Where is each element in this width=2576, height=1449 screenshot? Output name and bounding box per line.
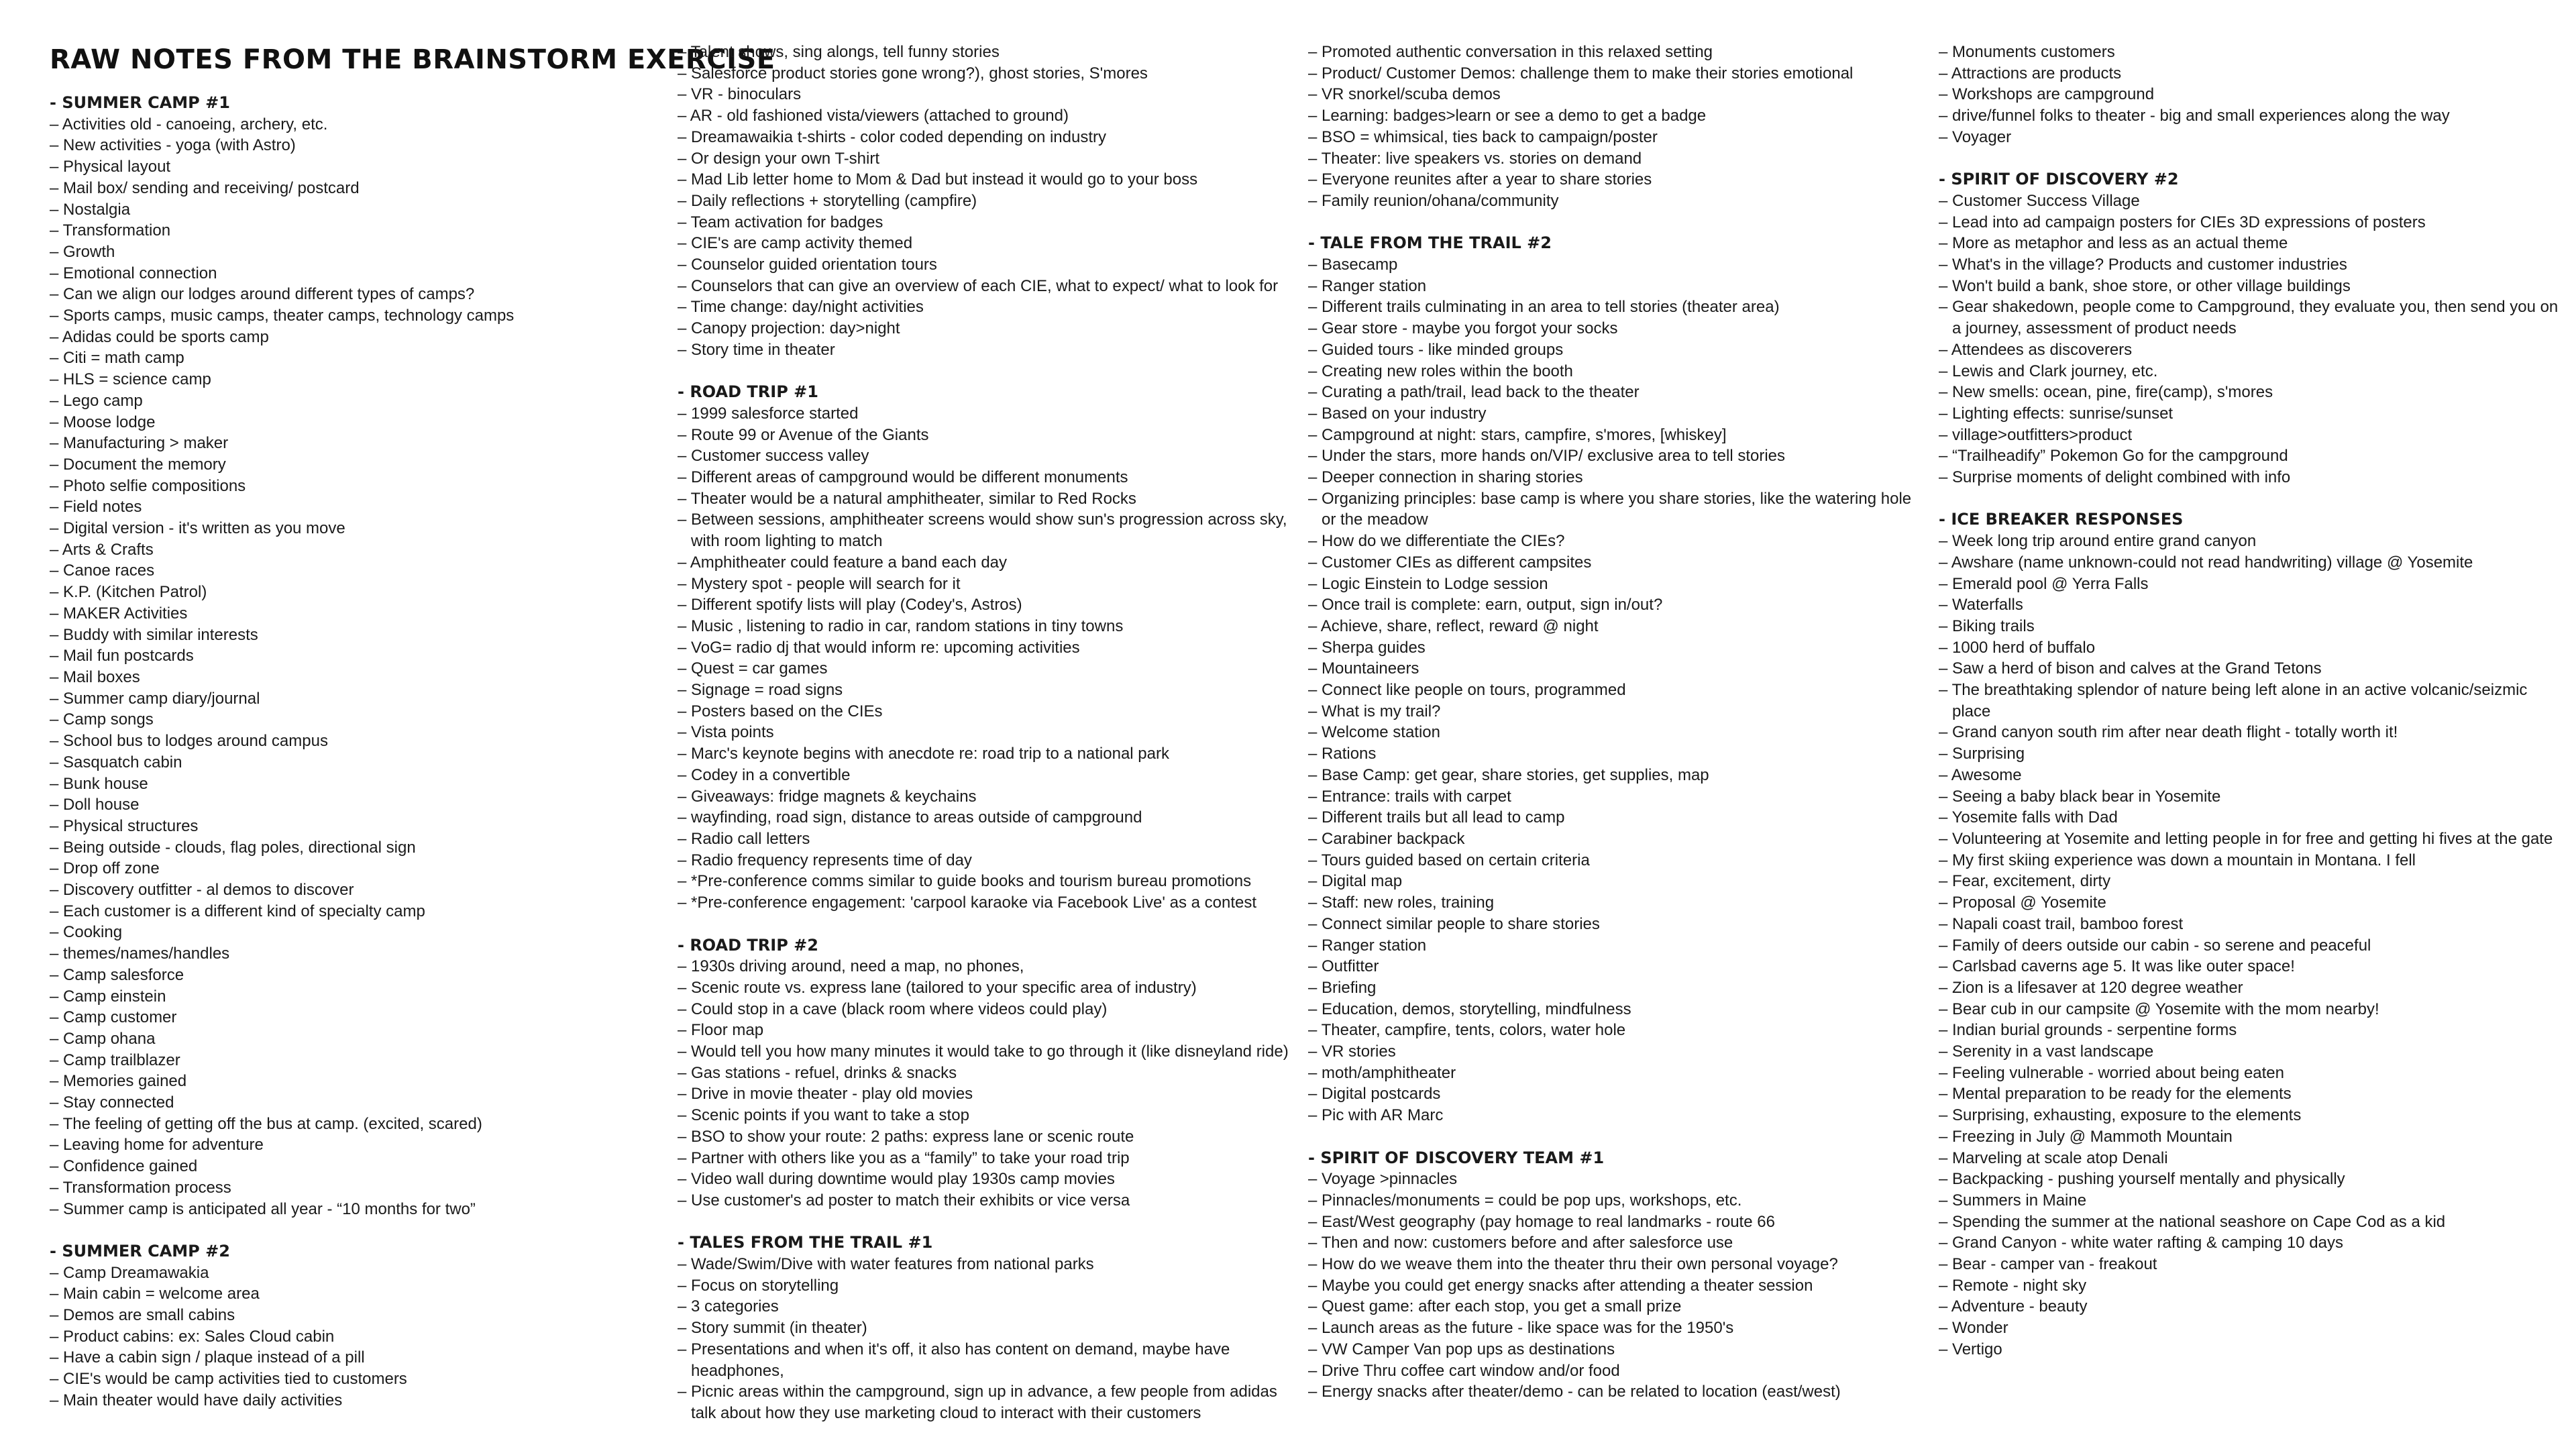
- note-item: – Marc's keynote begins with anecdote re: road trip to a national park: [678, 745, 1169, 763]
- note-item: – Base Camp: get gear, share stories, get supplies, map: [1308, 765, 1709, 784]
- note-item: – What's in the village? Products and customer industries: [1939, 256, 2347, 274]
- note-item: – Confidence gained: [50, 1157, 198, 1176]
- note-item: – More as metaphor and less as an actual theme: [1939, 234, 2288, 253]
- note-item: – Presentations and when it's off, it also has content on demand, maybe have headphones,: [678, 1340, 1230, 1380]
- note-item: – Transformation process: [50, 1178, 231, 1197]
- note-item: – Won't build a bank, shoe store, or other village buildings: [1939, 276, 2351, 295]
- note-item: – Grand Canyon - white water rafting & camping 10 days: [1939, 1234, 2343, 1252]
- note-item: – 1930s driving around, need a map, no phones,: [678, 957, 1024, 976]
- note-item: – drive/funnel folks to theater - big and small experiences along the way: [1939, 107, 2450, 125]
- note-item: – Staff: new roles, training: [1308, 894, 1495, 912]
- column-4: [1939, 42, 2559, 1381]
- note-item: – Have a cabin sign / plaque instead of a pill: [50, 1348, 365, 1367]
- note-item: – Basecamp: [1308, 256, 1398, 274]
- note-item: – Transformation: [50, 221, 171, 240]
- note-item: – Emerald pool @ Yerra Falls: [1939, 574, 2149, 593]
- note-item: – What is my trail?: [1308, 702, 1441, 720]
- note-item: – Waterfalls: [1939, 596, 2023, 614]
- note-item: – Everyone reunites after a year to share stories: [1308, 170, 1652, 189]
- note-item: – Physical structures: [50, 816, 199, 835]
- note-item: – Mail box/ sending and receiving/ postcard: [50, 178, 360, 197]
- note-item: – Connect similar people to share stories: [1308, 914, 1600, 933]
- note-item: – Physical layout: [50, 158, 171, 176]
- note-item: – Document the memory: [50, 455, 226, 474]
- notes-section: [678, 42, 1298, 361]
- note-item: – Fear, excitement, dirty: [1939, 872, 2111, 891]
- note-item: – Bear - camper van - freakout: [1939, 1255, 2157, 1274]
- note-item: – BSO to show your route: 2 paths: express lane or scenic route: [678, 1127, 1134, 1146]
- note-item: – Camp songs: [50, 710, 154, 729]
- section-title: - ROAD TRIP #1: [678, 382, 818, 402]
- note-item: – Tours guided based on certain criteria: [1308, 851, 1590, 869]
- note-item: – Story summit (in theater): [678, 1319, 867, 1338]
- note-item: – Carlsbad caverns age 5. It was like outer space!: [1939, 957, 2295, 976]
- note-item: – Sports camps, music camps, theater camps, technology camps: [50, 307, 515, 325]
- note-item: – Different trails but all lead to camp: [1308, 808, 1565, 827]
- note-item: – VR stories: [1308, 1042, 1396, 1061]
- note-item: – Arts & Crafts: [50, 540, 154, 559]
- note-item: – Video wall during downtime would play 1930s camp movies: [678, 1170, 1115, 1189]
- section-title: - SUMMER CAMP #1: [50, 93, 230, 112]
- section-title: - ROAD TRIP #2: [678, 935, 818, 955]
- note-item: – HLS = science camp: [50, 370, 211, 389]
- note-item: – Camp salesforce: [50, 965, 184, 984]
- note-item: – Stay connected: [50, 1093, 174, 1112]
- column-1: [50, 93, 670, 1432]
- note-item: – Summer camp is anticipated all year - “10 months for two”: [50, 1199, 476, 1218]
- note-item: – Canoe races: [50, 561, 155, 580]
- note-item: – Rations: [1308, 745, 1377, 763]
- note-item: – VR snorkel/scuba demos: [1308, 85, 1501, 104]
- note-item: – VW Camper Van pop ups as destinations: [1308, 1340, 1615, 1358]
- note-item: – Codey in a convertible: [678, 765, 851, 784]
- note-item: – Demos are small cabins: [50, 1306, 235, 1325]
- note-item: – Growth: [50, 242, 115, 261]
- note-item: – Theater: live speakers vs. stories on demand: [1308, 149, 1642, 168]
- note-item: – AR - old fashioned vista/viewers (attached to ground): [678, 107, 1069, 125]
- note-item: – Biking trails: [1939, 616, 2035, 635]
- note-item: – Nostalgia: [50, 200, 131, 219]
- note-item: – moth/amphitheater: [1308, 1063, 1456, 1082]
- note-item: – East/West geography (pay homage to real landmarks - route 66: [1308, 1212, 1775, 1231]
- note-item: – Different trails culminating in an area to tell stories (theater area): [1308, 298, 1780, 317]
- note-item: – Feeling vulnerable - worried about being eaten: [1939, 1063, 2285, 1082]
- notes-section: [50, 1241, 670, 1411]
- note-item: – Customer Success Village: [1939, 191, 2140, 210]
- note-item: – Curating a path/trail, lead back to the theater: [1308, 383, 1640, 402]
- note-item: – Can we align our lodges around different types of camps?: [50, 285, 475, 304]
- note-item: – Voyager: [1939, 127, 2012, 146]
- note-item: – Focus on storytelling: [678, 1276, 839, 1295]
- note-item: – Scenic points if you want to take a stop: [678, 1106, 969, 1125]
- note-item: – Time change: day/night activities: [678, 298, 924, 317]
- note-item: – VoG= radio dj that would inform re: upcoming activities: [678, 638, 1080, 657]
- note-item: – Then and now: customers before and after salesforce use: [1308, 1234, 1733, 1252]
- note-item: – Pic with AR Marc: [1308, 1106, 1444, 1125]
- note-item: – Radio frequency represents time of day: [678, 851, 972, 869]
- note-item: – Camp Dreamawakia: [50, 1263, 209, 1282]
- note-item: – Each customer is a different kind of specialty camp: [50, 902, 425, 920]
- notes-section: [1939, 169, 2559, 488]
- note-item: – Vista points: [678, 723, 774, 742]
- note-item: – village>outfitters>product: [1939, 425, 2133, 444]
- note-item: – New activities - yoga (with Astro): [50, 136, 296, 155]
- section-title: - TALES FROM THE TRAIL #1: [678, 1233, 933, 1252]
- note-item: – Attractions are products: [1939, 64, 2122, 83]
- note-item: – New smells: ocean, pine, fire(camp), s'mores: [1939, 383, 2273, 402]
- note-item: – Awesome: [1939, 765, 2022, 784]
- note-item: – Counselor guided orientation tours: [678, 256, 937, 274]
- note-item: – Backpacking - pushing yourself mentally and physically: [1939, 1170, 2345, 1189]
- note-item: – Camp trailblazer: [50, 1051, 180, 1069]
- note-item: – CIE's would be camp activities tied to customers: [50, 1370, 407, 1389]
- notes-section: [678, 1232, 1298, 1424]
- note-item: – Signage = road signs: [678, 681, 843, 700]
- note-item: – Entrance: trails with carpet: [1308, 787, 1511, 806]
- notes-section: [678, 935, 1298, 1212]
- note-item: – The breathtaking splendor of nature being left alone in an active volcanic/seizmic place: [1939, 681, 2528, 720]
- note-item: – *Pre-conference engagement: 'carpool karaoke via Facebook Live' as a contest: [678, 894, 1257, 912]
- note-item: – Ranger station: [1308, 936, 1427, 955]
- note-item: – Lego camp: [50, 391, 143, 410]
- note-item: – Bear cub in our campsite @ Yosemite with the mom nearby!: [1939, 1000, 2379, 1018]
- note-item: – Awshare (name unknown-could not read handwriting) village @ Yosemite: [1939, 553, 2473, 572]
- note-item: – Doll house: [50, 796, 140, 814]
- note-item: – 3 categories: [678, 1297, 779, 1316]
- column-3: [1308, 42, 1929, 1424]
- note-item: – Music , listening to radio in car, random stations in tiny towns: [678, 616, 1124, 635]
- note-item: – Organizing principles: base camp is where you share stories, like the watering hole or the meadow: [1308, 489, 1912, 529]
- note-item: – Education, demos, storytelling, mindfulness: [1308, 1000, 1631, 1018]
- notes-section: [1308, 1148, 1929, 1403]
- note-item: – Route 99 or Avenue of the Giants: [678, 425, 929, 444]
- note-item: – Ranger station: [1308, 276, 1427, 295]
- note-item: – Could stop in a cave (black room where videos could play): [678, 1000, 1108, 1018]
- note-item: – Napali coast trail, bamboo forest: [1939, 914, 2184, 933]
- note-item: – Welcome station: [1308, 723, 1440, 742]
- note-item: – Adventure - beauty: [1939, 1297, 2088, 1316]
- note-item: – Talent shows, sing alongs, tell funny stories: [678, 43, 1000, 61]
- note-item: – Drive Thru coffee cart window and/or food: [1308, 1361, 1620, 1380]
- section-title: - SPIRIT OF DISCOVERY TEAM #1: [1308, 1148, 1605, 1167]
- note-item: – Buddy with similar interests: [50, 625, 258, 644]
- note-item: – Scenic route vs. express lane (tailored to your specific area of industry): [678, 978, 1197, 997]
- document-title: RAW NOTES FROM THE BRAINSTORM EXERCISE: [50, 44, 775, 75]
- note-item: – Canopy projection: day>night: [678, 319, 900, 338]
- note-item: – Family of deers outside our cabin - so serene and peaceful: [1939, 936, 2371, 955]
- note-item: – VR - binoculars: [678, 85, 802, 104]
- note-item: – Surprising, exhausting, exposure to the elements: [1939, 1106, 2302, 1125]
- note-item: – School bus to lodges around campus: [50, 732, 328, 751]
- note-item: – Theater would be a natural amphitheater, similar to Red Rocks: [678, 489, 1136, 508]
- note-item: – Camp customer: [50, 1008, 177, 1027]
- note-item: – Digital map: [1308, 872, 1403, 891]
- note-item: – Maybe you could get energy snacks after attending a theater session: [1308, 1276, 1813, 1295]
- note-item: – Mental preparation to be ready for the elements: [1939, 1085, 2292, 1104]
- note-item: – Story time in theater: [678, 340, 835, 359]
- note-item: – Salesforce product stories gone wrong?), ghost stories, S'mores: [678, 64, 1148, 83]
- note-item: – MAKER Activities: [50, 604, 188, 623]
- note-item: – Voyage >pinnacles: [1308, 1170, 1458, 1189]
- note-item: – Indian burial grounds - serpentine forms: [1939, 1021, 2237, 1040]
- note-item: – Different areas of campground would be different monuments: [678, 468, 1128, 487]
- note-item: – Remote - night sky: [1939, 1276, 2087, 1295]
- note-item: – Activities old - canoeing, archery, etc.: [50, 115, 328, 133]
- note-item: – Digital version - it's written as you move: [50, 519, 345, 538]
- note-item: – Camp ohana: [50, 1029, 156, 1048]
- note-item: – Quest = car games: [678, 659, 828, 678]
- note-item: – Memories gained: [50, 1072, 187, 1091]
- note-item: – Lighting effects: sunrise/sunset: [1939, 404, 2174, 423]
- note-item: – Once trail is complete: earn, output, sign in/out?: [1308, 596, 1663, 614]
- note-item: – Citi = math camp: [50, 349, 184, 368]
- note-item: – Radio call letters: [678, 830, 810, 848]
- note-item: – Briefing: [1308, 978, 1377, 997]
- note-item: – 1999 salesforce started: [678, 404, 859, 423]
- note-item: – Based on your industry: [1308, 404, 1487, 423]
- note-item: – Marveling at scale atop Denali: [1939, 1148, 2168, 1167]
- note-item: – How do we differentiate the CIEs?: [1308, 532, 1565, 551]
- note-item: – Family reunion/ohana/community: [1308, 191, 1559, 210]
- note-item: – Gear store - maybe you forgot your socks: [1308, 319, 1618, 338]
- note-item: – Field notes: [50, 498, 142, 517]
- note-item: – Summer camp diary/journal: [50, 689, 260, 708]
- note-item: – Picnic areas within the campground, sign up in advance, a few people from adidas talk about how they use marketing cloud to interact with their customers: [678, 1383, 1277, 1422]
- note-item: – Guided tours - like minded groups: [1308, 340, 1564, 359]
- note-item: – BSO = whimsical, ties back to campaign/poster: [1308, 127, 1658, 146]
- note-item: – Workshops are campground: [1939, 85, 2155, 104]
- note-item: – “Trailheadify” Pokemon Go for the campground: [1939, 447, 2288, 466]
- note-item: – Lewis and Clark journey, etc.: [1939, 362, 2158, 380]
- notes-section: [50, 93, 670, 1220]
- note-item: – Week long trip around entire grand canyon: [1939, 532, 2257, 551]
- note-item: – Attendees as discoverers: [1939, 340, 2133, 359]
- note-item: – Surprise moments of delight combined with info: [1939, 468, 2291, 487]
- note-item: – Daily reflections + storytelling (campfire): [678, 191, 977, 210]
- note-item: – Discovery outfitter - al demos to discover: [50, 881, 354, 900]
- note-item: – Giveaways: fridge magnets & keychains: [678, 787, 977, 806]
- note-item: – *Pre-conference comms similar to guide books and tourism bureau promotions: [678, 872, 1252, 891]
- note-item: – Bunk house: [50, 774, 148, 793]
- note-item: – Amphitheater could feature a band each day: [678, 553, 1008, 572]
- note-item: – Posters based on the CIEs: [678, 702, 883, 720]
- note-item: – Creating new roles within the booth: [1308, 362, 1573, 380]
- note-item: – Being outside - clouds, flag poles, directional sign: [50, 838, 416, 857]
- section-title: - SPIRIT OF DISCOVERY #2: [1939, 170, 2179, 189]
- note-item: – Achieve, share, reflect, reward @ night: [1308, 616, 1599, 635]
- note-item: – K.P. (Kitchen Patrol): [50, 583, 207, 602]
- notes-section: [1308, 233, 1929, 1126]
- notes-section: [1308, 42, 1929, 212]
- note-item: – Grand canyon south rim after near death flight - totally worth it!: [1939, 723, 2398, 742]
- note-item: – Seeing a baby black bear in Yosemite: [1939, 787, 2221, 806]
- note-item: – Mail fun postcards: [50, 647, 194, 665]
- note-item: – Customer success valley: [678, 447, 869, 466]
- note-item: – Promoted authentic conversation in this relaxed setting: [1308, 43, 1713, 61]
- notes-section: [1939, 509, 2559, 1360]
- note-item: – Sasquatch cabin: [50, 753, 182, 771]
- note-item: – Deeper connection in sharing stories: [1308, 468, 1583, 487]
- note-item: – Use customer's ad poster to match their exhibits or vice versa: [678, 1191, 1130, 1210]
- note-item: – Leaving home for adventure: [50, 1136, 264, 1155]
- note-item: – Monuments customers: [1939, 43, 2115, 61]
- note-item: – Wade/Swim/Dive with water features from national parks: [678, 1255, 1094, 1274]
- note-item: – Camp einstein: [50, 987, 166, 1006]
- note-item: – Outfitter: [1308, 957, 1379, 976]
- note-item: – Adidas could be sports camp: [50, 327, 269, 346]
- note-item: – Under the stars, more hands on/VIP/ exclusive area to tell stories: [1308, 447, 1786, 466]
- note-item: – Product/ Customer Demos: challenge them to make their stories emotional: [1308, 64, 1854, 83]
- note-item: – CIE's are camp activity themed: [678, 234, 913, 253]
- note-item: – Theater, campfire, tents, colors, water hole: [1308, 1021, 1626, 1040]
- note-item: – Team activation for badges: [678, 213, 883, 231]
- note-item: – Or design your own T-shirt: [678, 149, 880, 168]
- note-item: – Different spotify lists will play (Codey's, Astros): [678, 596, 1022, 614]
- note-item: – Spending the summer at the national seashore on Cape Cod as a kid: [1939, 1212, 2446, 1231]
- note-item: – Counselors that can give an overview of each CIE, what to expect/ what to look for: [678, 276, 1279, 295]
- note-item: – Mail boxes: [50, 667, 140, 686]
- note-item: – Partner with others like you as a “family” to take your road trip: [678, 1148, 1130, 1167]
- notes-section: [678, 382, 1298, 914]
- note-item: – Vertigo: [1939, 1340, 2002, 1358]
- note-item: – Logic Einstein to Lodge session: [1308, 574, 1548, 593]
- note-item: – Mystery spot - people will search for it: [678, 574, 961, 593]
- note-item: – Digital postcards: [1308, 1085, 1441, 1104]
- note-item: – Main cabin = welcome area: [50, 1285, 260, 1303]
- note-item: – wayfinding, road sign, distance to areas outside of campground: [678, 808, 1142, 827]
- note-item: – My first skiing experience was down a mountain in Montana. I fell: [1939, 851, 2416, 869]
- column-2: [678, 42, 1298, 1445]
- note-item: – Volunteering at Yosemite and letting people in for free and getting hi fives at the gate: [1939, 829, 2553, 848]
- note-item: – Carabiner backpack: [1308, 830, 1465, 848]
- note-item: – Lead into ad campaign posters for CIEs 3D expressions of posters: [1939, 213, 2426, 231]
- note-item: – Wonder: [1939, 1319, 2008, 1338]
- note-item: – Campground at night: stars, campfire, s'mores, [whiskey]: [1308, 425, 1727, 444]
- note-item: – Emotional connection: [50, 264, 217, 282]
- note-item: – Product cabins: ex: Sales Cloud cabin: [50, 1327, 335, 1346]
- notes-section: [1939, 42, 2559, 148]
- note-item: – The feeling of getting off the bus at camp. (excited, scared): [50, 1114, 482, 1133]
- note-item: – Floor map: [678, 1021, 764, 1040]
- note-item: – Mountaineers: [1308, 659, 1419, 678]
- note-item: – Quest game: after each stop, you get a small prize: [1308, 1297, 1682, 1316]
- note-item: – Zion is a lifesaver at 120 degree weather: [1939, 978, 2243, 997]
- note-item: – Freezing in July @ Mammoth Mountain: [1939, 1127, 2233, 1146]
- note-item: – themes/names/handles: [50, 945, 230, 963]
- section-title: - SUMMER CAMP #2: [50, 1241, 230, 1260]
- note-item: – Connect like people on tours, programmed: [1308, 681, 1626, 700]
- note-item: – Sherpa guides: [1308, 638, 1426, 657]
- note-item: – Customer CIEs as different campsites: [1308, 553, 1592, 572]
- note-item: – How do we weave them into the theater thru their own personal voyage?: [1308, 1255, 1838, 1274]
- note-item: – Yosemite falls with Dad: [1939, 808, 2118, 827]
- note-item: – Gear shakedown, people come to Campground, they evaluate you, then send you on a journey, assessment of product needs: [1939, 298, 2559, 338]
- note-item: – Launch areas as the future - like space was for the 1950's: [1308, 1319, 1734, 1338]
- note-item: – Cooking: [50, 923, 123, 942]
- note-item: – Gas stations - refuel, drinks & snacks: [678, 1063, 957, 1082]
- section-title: - ICE BREAKER RESPONSES: [1939, 510, 2184, 529]
- note-item: – Manufacturing > maker: [50, 434, 229, 453]
- note-item: – Drop off zone: [50, 859, 160, 878]
- note-item: – Drive in movie theater - play old movies: [678, 1085, 973, 1104]
- note-item: – Main theater would have daily activities: [50, 1391, 343, 1409]
- note-item: – Saw a herd of bison and calves at the Grand Tetons: [1939, 659, 2322, 678]
- note-item: – Proposal @ Yosemite: [1939, 894, 2106, 912]
- note-item: – Surprising: [1939, 745, 2025, 763]
- section-title: - TALE FROM THE TRAIL #2: [1308, 233, 1552, 253]
- note-item: – Would tell you how many minutes it would take to go through it (like disneyland ride): [678, 1042, 1289, 1061]
- note-item: – Photo selfie compositions: [50, 476, 246, 495]
- note-item: – Learning: badges>learn or see a demo to get a badge: [1308, 107, 1707, 125]
- note-item: – Mad Lib letter home to Mom & Dad but instead it would go to your boss: [678, 170, 1198, 189]
- note-item: – Pinnacles/monuments = could be pop ups, workshops, etc.: [1308, 1191, 1742, 1210]
- note-item: – Between sessions, amphitheater screens would show sun's progression across sky, with room lighting to match: [678, 511, 1287, 551]
- note-item: – Summers in Maine: [1939, 1191, 2087, 1210]
- note-item: – Dreamawaikia t-shirts - color coded depending on industry: [678, 127, 1106, 146]
- note-item: – 1000 herd of buffalo: [1939, 638, 2096, 657]
- note-item: – Moose lodge: [50, 413, 156, 431]
- note-item: – Energy snacks after theater/demo - can be related to location (east/west): [1308, 1383, 1841, 1401]
- note-item: – Serenity in a vast landscape: [1939, 1042, 2154, 1061]
